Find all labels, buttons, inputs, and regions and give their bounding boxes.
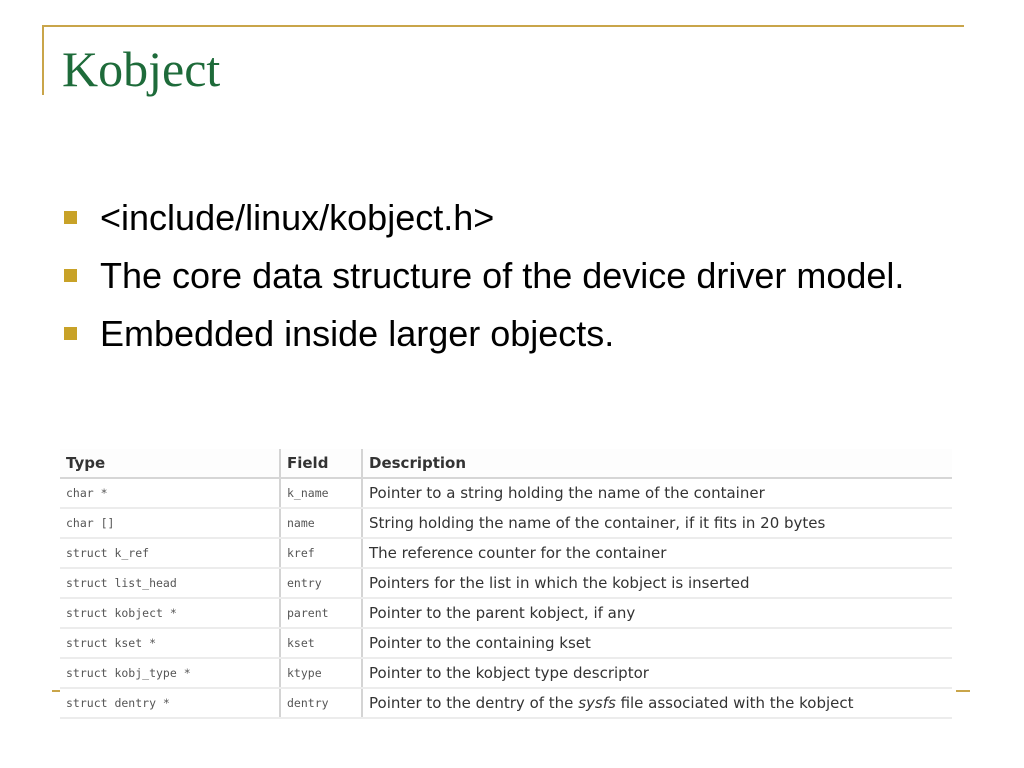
table-row	[60, 538, 952, 568]
bullet-text: The core data structure of the device driver model.	[100, 255, 905, 296]
cell-field: kref	[280, 538, 362, 568]
table-row	[60, 478, 952, 508]
slide-title: Kobject	[62, 41, 221, 97]
cell-type: char *	[60, 478, 280, 508]
cell-description: String holding the name of the container, if it fits in 20 bytes	[362, 508, 952, 538]
slide-frame-bottom-right	[955, 690, 970, 692]
cell-description: Pointer to a string holding the name of the container	[362, 478, 952, 508]
cell-type: struct dentry *	[60, 688, 280, 718]
table-header-row	[60, 449, 952, 478]
cell-description: Pointer to the parent kobject, if any	[362, 598, 952, 628]
bullet-square-icon	[64, 327, 77, 340]
bullet-square-icon	[64, 211, 77, 224]
bullet-item	[62, 308, 962, 359]
bullet-list	[62, 192, 962, 366]
table-row	[60, 628, 952, 658]
bullet-square-icon	[64, 269, 77, 282]
table-row	[60, 508, 952, 538]
cell-description: Pointer to the kobject type descriptor	[362, 658, 952, 688]
table-row	[60, 598, 952, 628]
header-type: Type	[60, 449, 280, 478]
slide-frame-top	[42, 25, 964, 27]
table-row	[60, 688, 952, 718]
cell-field: k_name	[280, 478, 362, 508]
cell-type: struct k_ref	[60, 538, 280, 568]
slide-frame-left	[42, 25, 44, 95]
bullet-item	[62, 192, 962, 243]
cell-field: kset	[280, 628, 362, 658]
cell-type: char []	[60, 508, 280, 538]
kobject-fields-table	[60, 449, 956, 723]
bullet-item	[62, 250, 962, 301]
header-description: Description	[362, 449, 952, 478]
cell-type: struct kobj_type *	[60, 658, 280, 688]
cell-field: ktype	[280, 658, 362, 688]
description-text: file associated with the kobject	[615, 694, 854, 712]
header-field: Field	[280, 449, 362, 478]
bullet-text: <include/linux/kobject.h>	[100, 197, 495, 238]
cell-field: dentry	[280, 688, 362, 718]
table-row	[60, 568, 952, 598]
bullet-text: Embedded inside larger objects.	[100, 313, 615, 354]
cell-field: parent	[280, 598, 362, 628]
table-row	[60, 658, 952, 688]
cell-type: struct list_head	[60, 568, 280, 598]
cell-field: name	[280, 508, 362, 538]
cell-description	[362, 688, 952, 718]
cell-type: struct kobject *	[60, 598, 280, 628]
description-text: Pointer to the dentry of the	[369, 694, 579, 712]
cell-description: Pointers for the list in which the kobject is inserted	[362, 568, 952, 598]
cell-description: The reference counter for the container	[362, 538, 952, 568]
cell-field: entry	[280, 568, 362, 598]
cell-type: struct kset *	[60, 628, 280, 658]
sysfs-term: sysfs	[578, 694, 616, 712]
cell-description: Pointer to the containing kset	[362, 628, 952, 658]
